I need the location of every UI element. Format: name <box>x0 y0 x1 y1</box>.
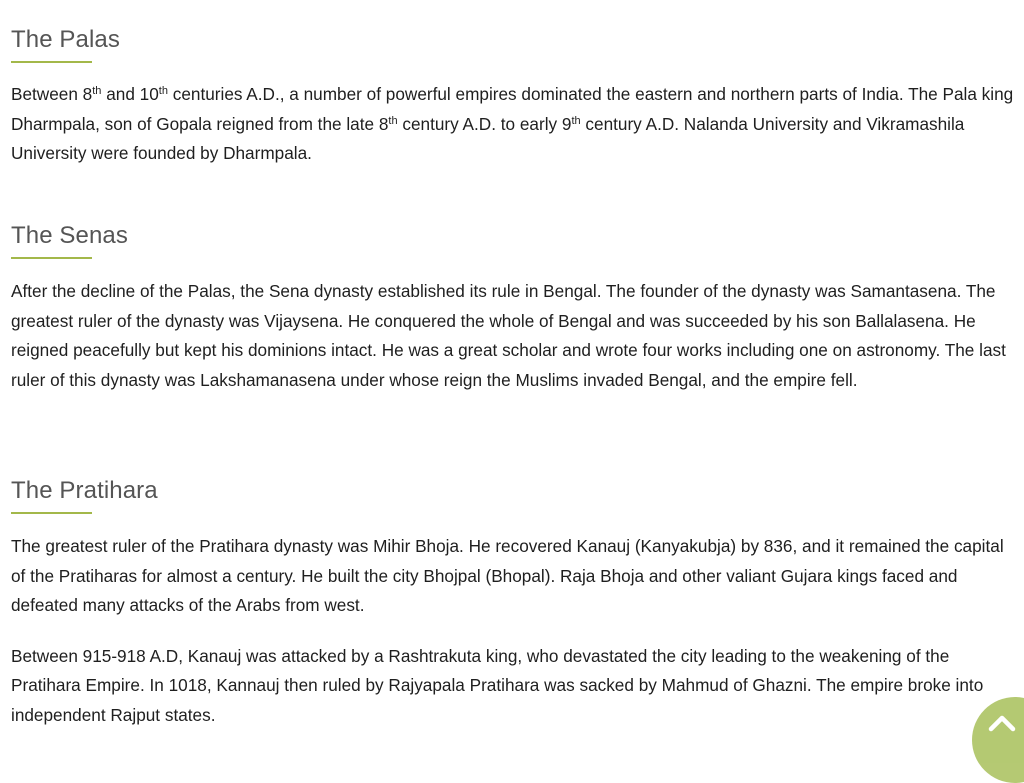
section-paragraph: Between 8th and 10th centuries A.D., a number of powerful empires dominated the eastern and northern parts of India. The Pala king Dharmpala, son of Gopala reigned from the late 8th century A.D. to early 9th century A.D. Nalanda University and Vikramashila University were founded by Dharmpala. <box>11 84 1014 163</box>
chevron-up-icon <box>987 713 1017 733</box>
section-paragraph: Between 915-918 A.D, Kanauj was attacked by a Rashtrakuta king, who devastated the city leading to the weakening of the Pratihara Empire. In 1018, Kannauj then ruled by Rajyapala Pratihara was sacked by Mahmud of Ghazni. The empire broke into independent Rajput states. <box>11 645 984 725</box>
heading-underline <box>11 257 92 259</box>
section-the-senas <box>11 221 1021 395</box>
section-paragraph: The greatest ruler of the Pratihara dynasty was Mihir Bhoja. He recovered Kanauj (Kanyakubja) by 836, and it remained the capital of the Pratiharas for almost a century. He built the city Bhojpal (Bhopal). Raja Bhoja and other valiant Gujara kings faced and defeated many attacks of the Arabs from west. <box>11 536 1004 615</box>
section-the-palas <box>11 25 1021 169</box>
section-heading: The Pratihara <box>11 477 158 504</box>
heading-underline <box>11 512 92 514</box>
heading-underline <box>11 61 92 63</box>
section-the-pratihara <box>11 476 1021 730</box>
section-heading: The Palas <box>11 26 120 53</box>
section-paragraph: After the decline of the Palas, the Sena dynasty established its rule in Bengal. The founder of the dynasty was Samantasena. The greatest ruler of the dynasty was Vijaysena. He conquered the whole of Bengal and was succeeded by his son Ballalasena. He reigned peacefully but kept his dominions intact. He was a great scholar and wrote four works including one on astronomy. The last ruler of this dynasty was Lakshamanasena under whose reign the Muslims invaded Bengal, and the empire fell. <box>11 281 1006 390</box>
section-heading: The Senas <box>11 222 128 249</box>
